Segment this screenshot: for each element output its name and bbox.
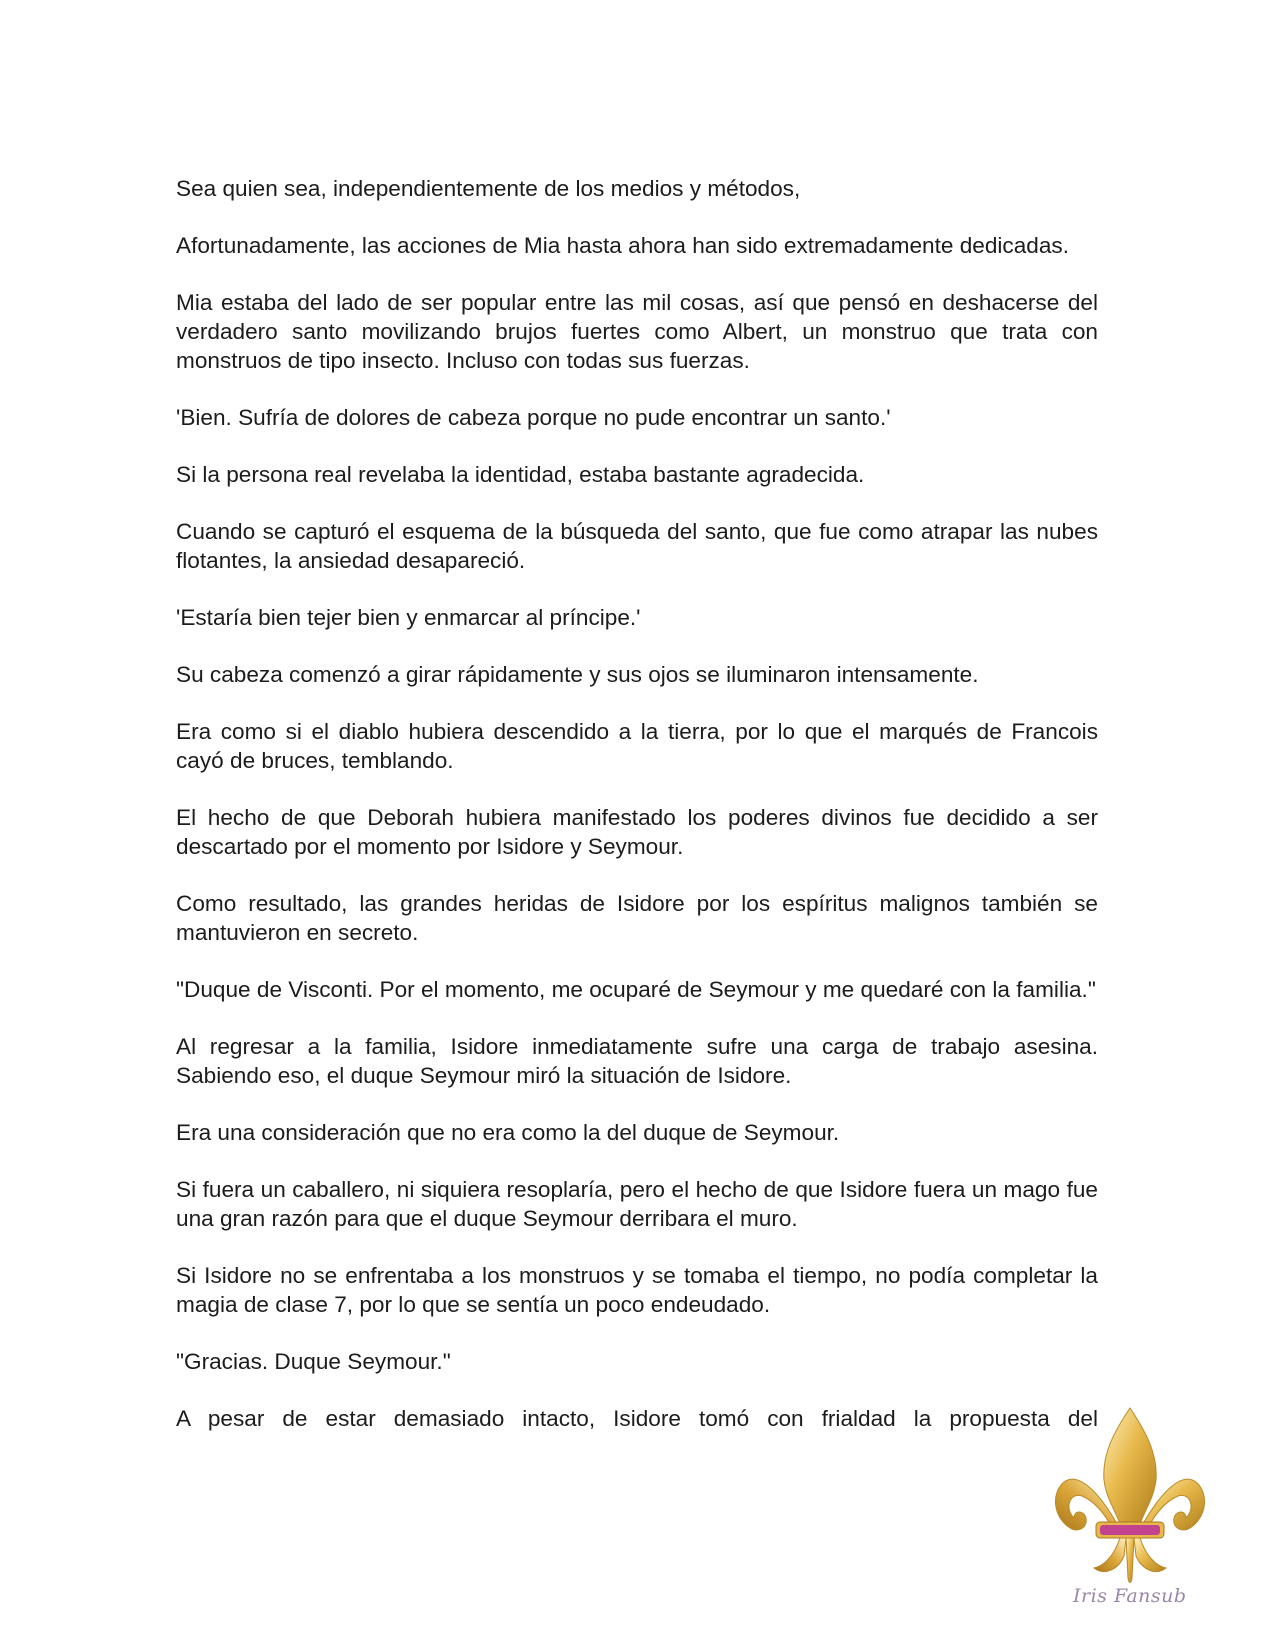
paragraph-11: Como resultado, las grandes heridas de Isidore por los espíritus malignos también se mantuvieron en secreto.: [176, 891, 1098, 945]
paragraph-13: Al regresar a la familia, Isidore inmediatamente sufre una carga de trabajo asesina. Sabiendo eso, el duque Seymour miró la situación de Isidore.: [176, 1034, 1098, 1088]
paragraph-14: Era una consideración que no era como la del duque de Seymour.: [176, 1120, 840, 1145]
signature-watermark: Iris Fansub: [1073, 1585, 1187, 1607]
paragraph-10: El hecho de que Deborah hubiera manifestado los poderes divinos fue decidido a ser descartado por el momento por Isidore y Seymour.: [176, 805, 1098, 859]
fleur-de-lis-icon: [1050, 1406, 1210, 1606]
paragraph-9: Era como si el diablo hubiera descendido a la tierra, por lo que el marqués de Francois cayó de bruces, temblando.: [176, 719, 1098, 773]
paragraph-18: A pesar de estar demasiado intacto, Isidore tomó con frialdad la propuesta del: [176, 1406, 1098, 1431]
paragraph-12: "Duque de Visconti. Por el momento, me ocuparé de Seymour y me quedaré con la familia.": [176, 977, 1096, 1002]
paragraph-2: Afortunadamente, las acciones de Mia hasta ahora han sido extremadamente dedicadas.: [176, 233, 1070, 258]
paragraph-4: 'Bien. Sufría de dolores de cabeza porque no pude encontrar un santo.': [176, 405, 891, 430]
paragraph-1: Sea quien sea, independientemente de los medios y métodos,: [176, 176, 801, 201]
paragraph-16: Si Isidore no se enfrentaba a los monstruos y se tomaba el tiempo, no podía completar la magia de clase 7, por lo que se sentía un poco endeudado.: [176, 1263, 1098, 1317]
paragraph-8: Su cabeza comenzó a girar rápidamente y sus ojos se iluminaron intensamente.: [176, 662, 979, 687]
document-body: [176, 174, 1098, 1461]
paragraph-6: Cuando se capturó el esquema de la búsqueda del santo, que fue como atrapar las nubes flotantes, la ansiedad desapareció.: [176, 519, 1098, 573]
paragraph-5: Si la persona real revelaba la identidad, estaba bastante agradecida.: [176, 462, 865, 487]
paragraph-17: "Gracias. Duque Seymour.": [176, 1349, 451, 1374]
paragraph-15: Si fuera un caballero, ni siquiera resoplaría, pero el hecho de que Isidore fuera un mago fue una gran razón para que el duque Seymour derribara el muro.: [176, 1177, 1098, 1231]
paragraph-7: 'Estaría bien tejer bien y enmarcar al príncipe.': [176, 605, 641, 630]
paragraph-3: Mia estaba del lado de ser popular entre las mil cosas, así que pensó en deshacerse del verdadero santo movilizando brujos fuertes como Albert, un monstruo que trata con monstruos de tipo insecto. Incluso con todas sus fuerzas.: [176, 290, 1098, 373]
